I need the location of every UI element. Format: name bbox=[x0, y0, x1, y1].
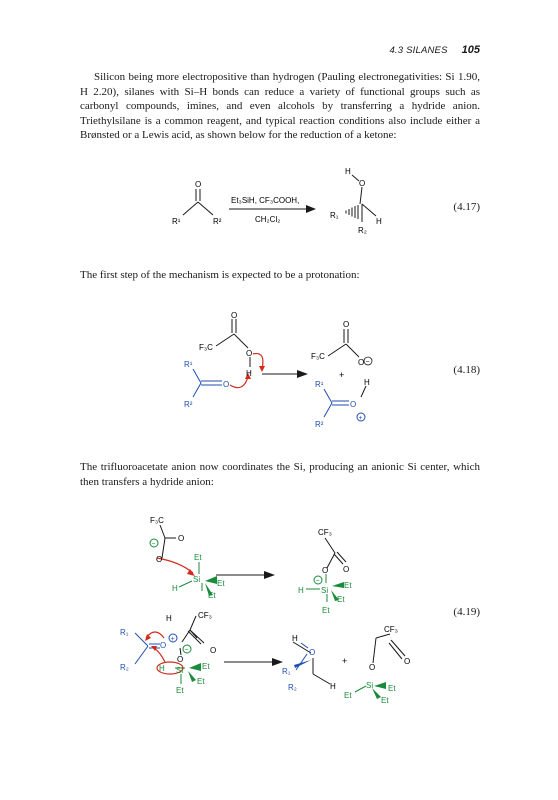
alc-r1: R₁ bbox=[282, 667, 291, 676]
tfa-o-top: O bbox=[231, 311, 238, 320]
int-h: H bbox=[159, 664, 165, 673]
int-et-right: Et bbox=[202, 662, 210, 671]
int-et-bottom: Et bbox=[176, 686, 184, 695]
product-o-minus: O bbox=[358, 358, 365, 367]
alc-r2: R₂ bbox=[288, 683, 297, 692]
carbonyl-o: O bbox=[195, 180, 202, 189]
equation-number-4-19: (4.19) bbox=[453, 606, 480, 618]
complex-o-dbl: O bbox=[343, 565, 350, 574]
int-o: O bbox=[177, 655, 184, 664]
acid-h: H bbox=[246, 369, 252, 378]
plus-sign: + bbox=[342, 656, 348, 666]
alcohol-o: O bbox=[359, 179, 366, 188]
ketone-r1: R¹ bbox=[184, 360, 193, 369]
complex-o: O bbox=[322, 566, 329, 575]
ketone-o: O bbox=[223, 380, 230, 389]
plus-1: + bbox=[170, 636, 175, 643]
plus-sign: + bbox=[339, 370, 345, 380]
tfa-o-minus: O bbox=[156, 555, 163, 564]
silane-et-bottom: Et bbox=[208, 591, 216, 600]
section-title: 4.3 SILANES bbox=[389, 45, 448, 56]
ketone-r1: R¹ bbox=[172, 217, 181, 226]
ester-si: Si bbox=[366, 681, 374, 690]
product-o-top: O bbox=[343, 320, 350, 329]
tfa-o: O bbox=[246, 349, 253, 358]
paragraph-protonation: The first step of the mechanism is expected to be a protonation: bbox=[80, 269, 360, 281]
product-o-plus: O bbox=[350, 400, 357, 409]
running-header bbox=[389, 44, 480, 56]
alc-h2: H bbox=[330, 682, 336, 691]
complex-h: H bbox=[298, 586, 304, 595]
product-r1: R¹ bbox=[315, 380, 324, 389]
product-cf3: F₃C bbox=[311, 352, 325, 361]
oxonium-r2: R₂ bbox=[120, 663, 129, 672]
product-h: H bbox=[364, 378, 370, 387]
int-et-mid: Et bbox=[197, 677, 205, 686]
int-si: Si bbox=[176, 666, 184, 675]
minus-1: − bbox=[151, 541, 156, 548]
alcohol-h: H bbox=[345, 167, 351, 176]
alcohol-r2: R₂ bbox=[358, 226, 367, 235]
alcohol-r1: R₁ bbox=[330, 211, 339, 220]
minus-charge: − bbox=[365, 359, 370, 366]
tfa-f3c: F₃C bbox=[150, 516, 164, 525]
complex-et-bottom: Et bbox=[322, 606, 330, 615]
complex-cf3: CF₃ bbox=[318, 528, 332, 537]
alcohol-h2: H bbox=[376, 217, 382, 226]
complex-et-right: Et bbox=[344, 581, 352, 590]
page-number: 105 bbox=[461, 44, 480, 56]
oxonium-r1: R₁ bbox=[120, 628, 129, 637]
product-r2: R² bbox=[315, 420, 324, 429]
minus-2: − bbox=[315, 578, 320, 585]
reagents-top: Et₃SiH, CF₃COOH, bbox=[231, 196, 300, 205]
oxonium-o: O bbox=[160, 641, 167, 650]
ester-et-bottom: Et bbox=[381, 696, 389, 705]
silane-et-top: Et bbox=[194, 553, 202, 562]
silane-et-right: Et bbox=[217, 579, 225, 588]
int-o-dbl: O bbox=[210, 646, 217, 655]
int-cf3: CF₃ bbox=[198, 611, 212, 620]
paragraph-hydride-transfer: The trifluoroacetate anion now coordinates the Si, producing an anionic Si center, which then transfers a hydride anion: bbox=[80, 461, 480, 488]
paragraph-intro: Silicon being more electropositive than hydrogen (Pauling electronegativities: Si 1.90, H 2.20), silanes with Si–H bonds can reduce a variety of functional groups such as carbonyl compounds, imines, and even alcohols by transferring a hydride anion. Triethylsilane is a common reagent, and typical reaction conditions also include either a Brønsted or a Lewis acid, as shown below for the reduction of a ketone: bbox=[80, 71, 480, 142]
alc-h: H bbox=[292, 634, 298, 643]
minus-3: − bbox=[184, 647, 189, 654]
equation-number-4-18: (4.18) bbox=[453, 364, 480, 376]
plus-charge: + bbox=[358, 415, 363, 422]
oxonium-h: H bbox=[166, 614, 172, 623]
complex-et-mid: Et bbox=[337, 595, 345, 604]
equation-number-4-17: (4.17) bbox=[453, 201, 480, 213]
reagents-bottom: CH₂Cl₂ bbox=[255, 215, 281, 224]
ester-cf3: CF₃ bbox=[384, 625, 398, 634]
ketone-r2: R² bbox=[213, 217, 222, 226]
silane-si: Si bbox=[193, 575, 201, 584]
ester-et-right: Et bbox=[388, 684, 396, 693]
ketone-r2: R² bbox=[184, 400, 193, 409]
silane-h: H bbox=[172, 584, 178, 593]
tfa-o-dbl: O bbox=[178, 534, 185, 543]
tfa-cf3: F₃C bbox=[199, 343, 213, 352]
alc-o: O bbox=[309, 648, 316, 657]
complex-si: Si bbox=[321, 586, 329, 595]
ester-et-left: Et bbox=[344, 691, 352, 700]
ester-o-dbl: O bbox=[404, 657, 411, 666]
ester-o: O bbox=[369, 663, 376, 672]
